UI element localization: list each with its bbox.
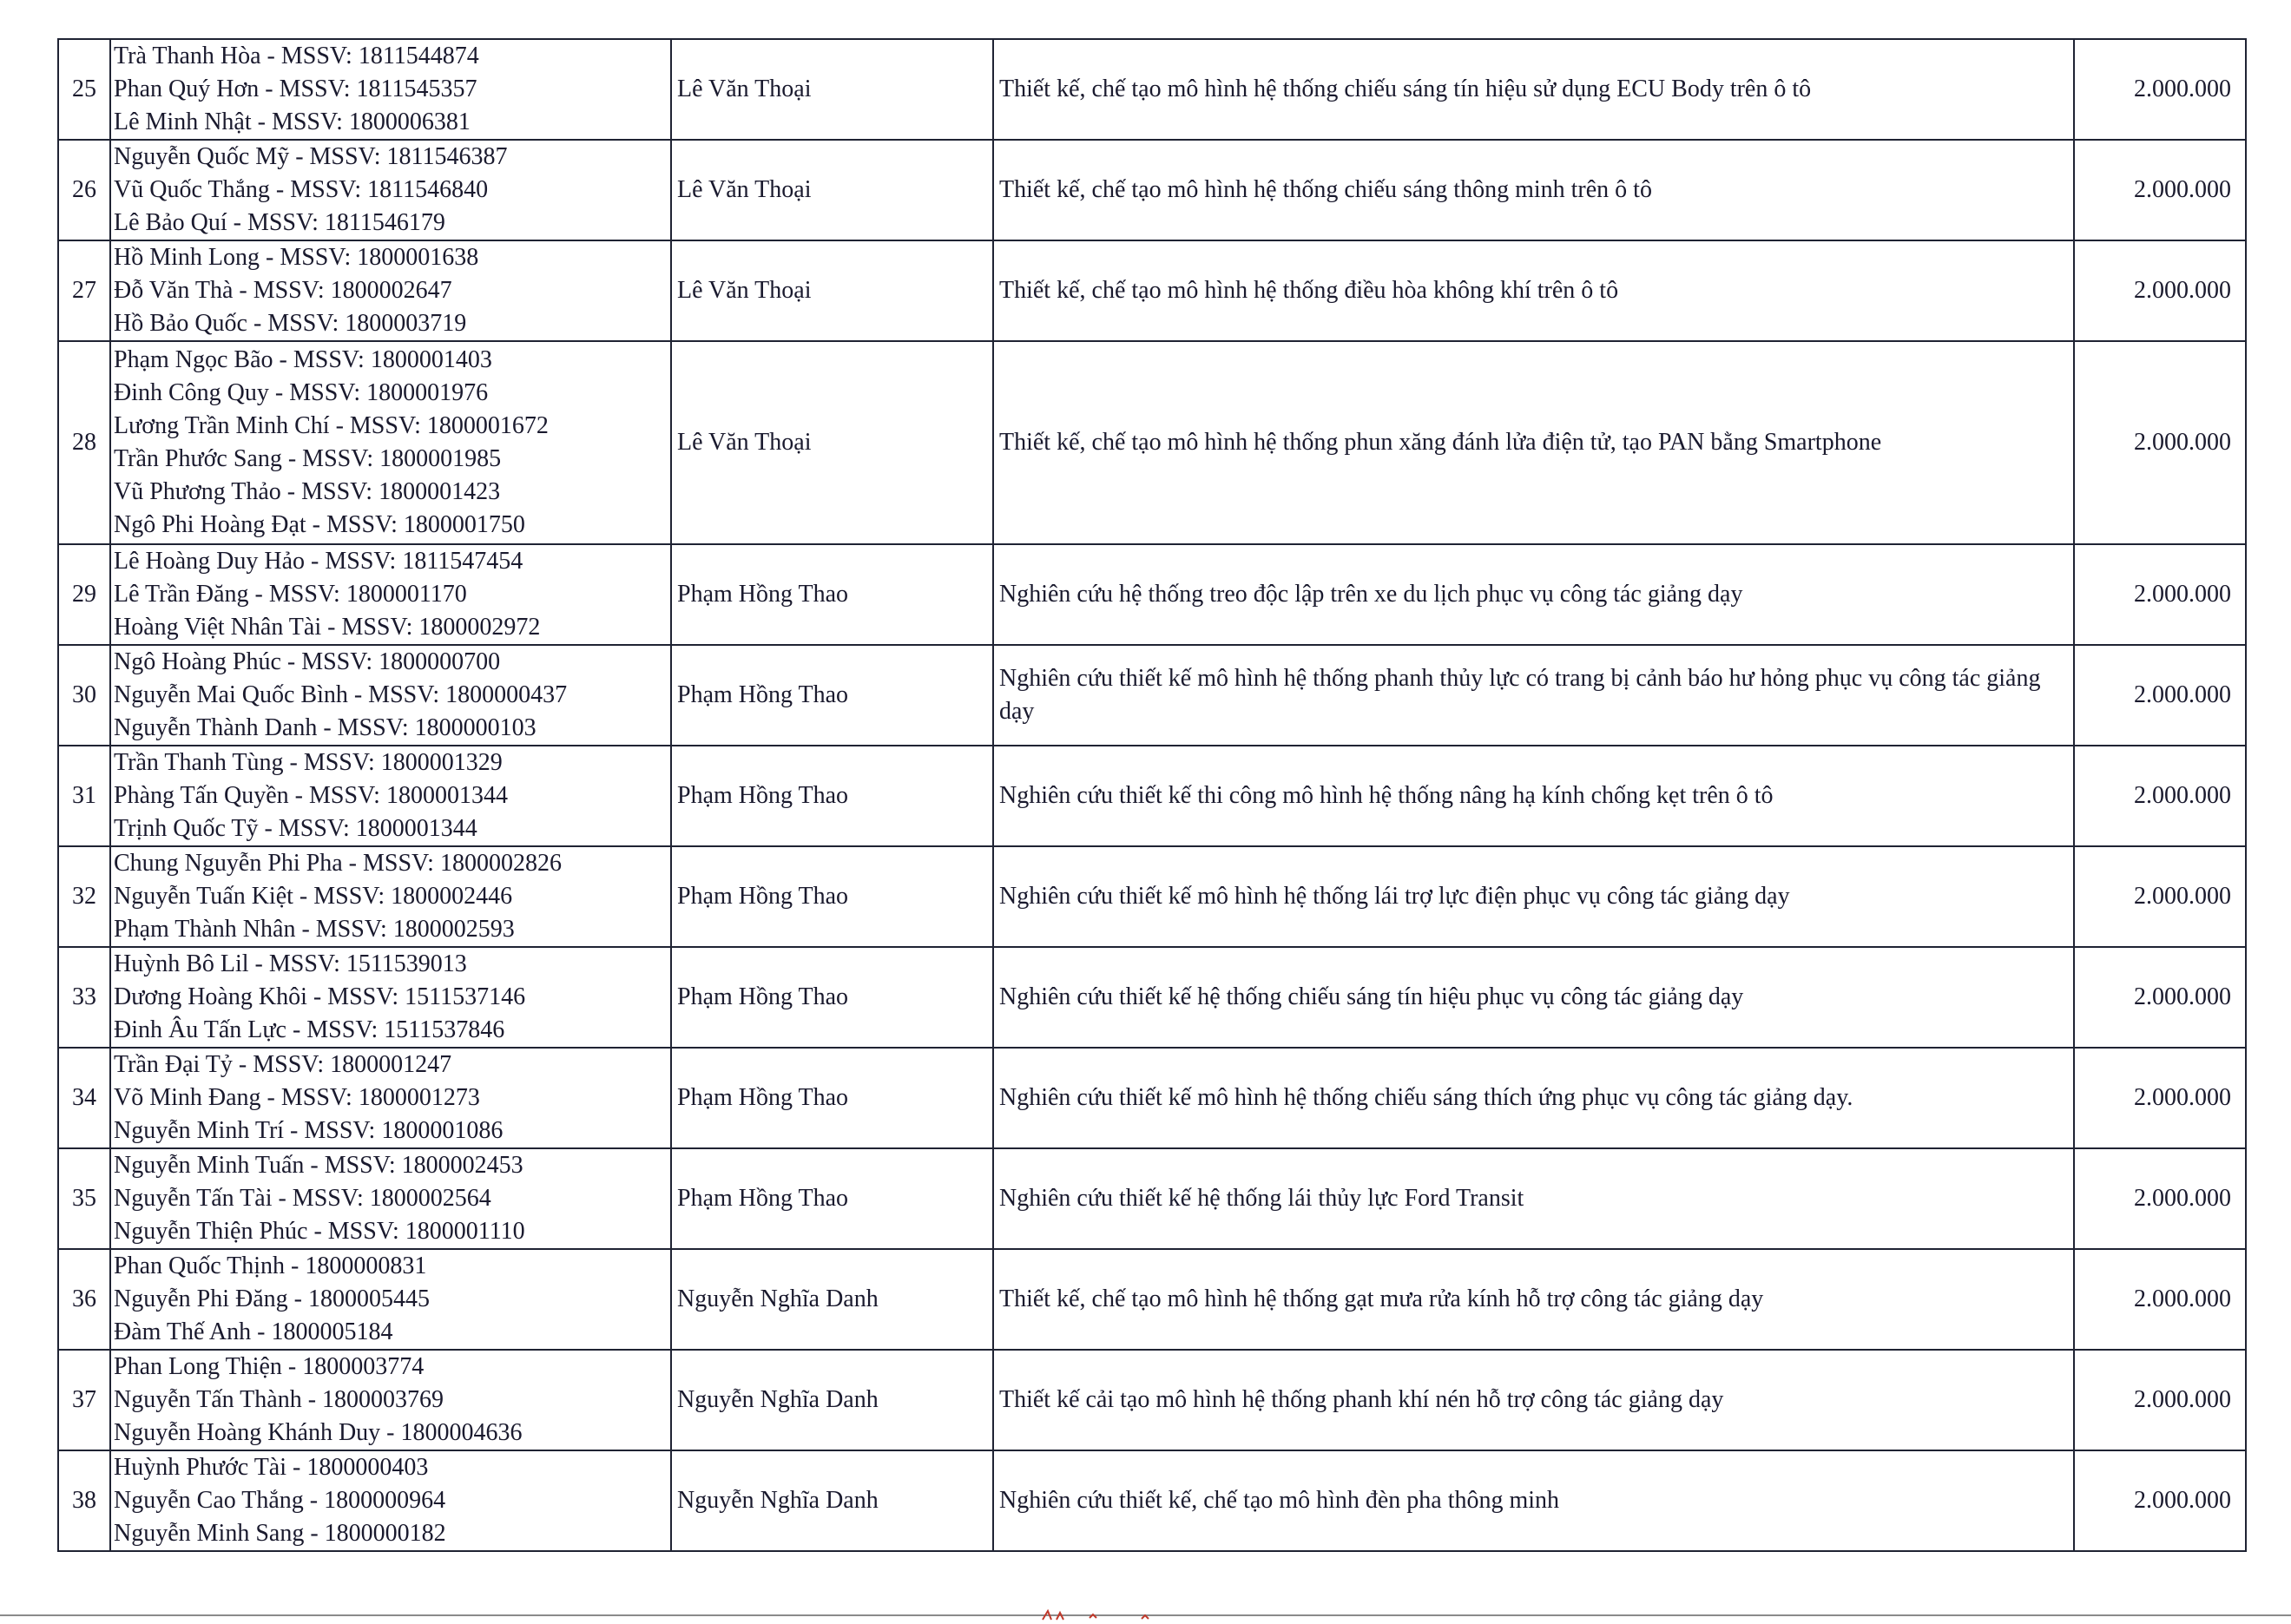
advisor-name: Phạm Hồng Thao [671, 947, 993, 1048]
advisor-name: Nguyễn Nghĩa Danh [671, 1350, 993, 1450]
student-entry: Đỗ Văn Thà - MSSV: 1800002647 [114, 277, 452, 304]
student-entry: Trần Đại Tỷ - MSSV: 1800001247 [114, 1051, 452, 1078]
row-number: 33 [58, 947, 110, 1048]
row-number: 37 [58, 1350, 110, 1450]
student-entry: Huỳnh Bô Lil - MSSV: 1511539013 [114, 950, 467, 977]
student-entry: Trần Phước Sang - MSSV: 1800001985 [114, 445, 502, 472]
table-row [58, 1249, 2246, 1350]
advisor-name: Nguyễn Nghĩa Danh [671, 1450, 993, 1551]
table-row [58, 140, 2246, 240]
funding-amount: 2.000.000 [2074, 645, 2246, 746]
project-topic: Thiết kế cải tạo mô hình hệ thống phanh khí nén hỗ trợ công tác giảng dạy [993, 1350, 2074, 1450]
funding-amount: 2.000.000 [2074, 1048, 2246, 1148]
student-entry: Hồ Minh Long - MSSV: 1800001638 [114, 244, 479, 271]
student-entry: Phan Quý Hơn - MSSV: 1811545357 [114, 76, 477, 102]
row-number: 38 [58, 1450, 110, 1551]
student-list [110, 645, 671, 746]
project-topic: Nghiên cứu thiết kế hệ thống chiếu sáng tín hiệu phục vụ công tác giảng dạy [993, 947, 2074, 1048]
project-topic: Nghiên cứu thiết kế thi công mô hình hệ thống nâng hạ kính chống kẹt trên ô tô [993, 746, 2074, 846]
red-stamp-fragment [1037, 1608, 1176, 1621]
student-list [110, 1249, 671, 1350]
student-entry: Chung Nguyễn Phi Pha - MSSV: 1800002826 [114, 850, 562, 877]
funding-amount: 2.000.000 [2074, 1450, 2246, 1551]
funding-amount: 2.000.000 [2074, 39, 2246, 140]
student-list [110, 746, 671, 846]
student-entry: Trà Thanh Hòa - MSSV: 1811544874 [114, 43, 479, 69]
row-number: 29 [58, 544, 110, 645]
student-entry: Trần Thanh Tùng - MSSV: 1800001329 [114, 749, 503, 776]
student-entry: Lê Bảo Quí - MSSV: 1811546179 [114, 209, 445, 236]
advisor-name: Lê Văn Thoại [671, 140, 993, 240]
student-entry: Nguyễn Tấn Tài - MSSV: 1800002564 [114, 1185, 491, 1212]
student-list [110, 1350, 671, 1450]
table-row [58, 544, 2246, 645]
student-entry: Nguyễn Minh Tuấn - MSSV: 1800002453 [114, 1152, 523, 1179]
student-entry: Nguyễn Mai Quốc Bình - MSSV: 1800000437 [114, 681, 568, 708]
student-entry: Hoàng Việt Nhân Tài - MSSV: 1800002972 [114, 614, 541, 641]
project-funding-table [57, 38, 2247, 1552]
student-entry: Đinh Âu Tấn Lực - MSSV: 1511537846 [114, 1016, 505, 1043]
funding-amount: 2.000.000 [2074, 1249, 2246, 1350]
student-list [110, 1450, 671, 1551]
project-topic: Thiết kế, chế tạo mô hình hệ thống chiếu sáng tín hiệu sử dụng ECU Body trên ô tô [993, 39, 2074, 140]
funding-amount: 2.000.000 [2074, 140, 2246, 240]
student-entry: Vũ Quốc Thắng - MSSV: 1811546840 [114, 176, 489, 203]
table-row [58, 1148, 2246, 1249]
student-entry: Nguyễn Quốc Mỹ - MSSV: 1811546387 [114, 143, 508, 170]
funding-amount: 2.000.000 [2074, 240, 2246, 341]
project-topic: Nghiên cứu thiết kế hệ thống lái thủy lực Ford Transit [993, 1148, 2074, 1249]
student-list [110, 1148, 671, 1249]
student-list [110, 1048, 671, 1148]
advisor-name: Phạm Hồng Thao [671, 544, 993, 645]
student-list [110, 544, 671, 645]
student-entry: Nguyễn Thiện Phúc - MSSV: 1800001110 [114, 1218, 525, 1245]
student-entry: Nguyễn Phi Đăng - 1800005445 [114, 1285, 430, 1312]
row-number: 31 [58, 746, 110, 846]
advisor-name: Phạm Hồng Thao [671, 746, 993, 846]
advisor-name: Lê Văn Thoại [671, 240, 993, 341]
student-entry: Nguyễn Tấn Thành - 1800003769 [114, 1386, 444, 1413]
table-row [58, 1450, 2246, 1551]
student-entry: Vũ Phương Thảo - MSSV: 1800001423 [114, 478, 501, 505]
table-row [58, 240, 2246, 341]
project-topic: Thiết kế, chế tạo mô hình hệ thống chiếu sáng thông minh trên ô tô [993, 140, 2074, 240]
student-entry: Đàm Thế Anh - 1800005184 [114, 1318, 393, 1345]
student-list [110, 846, 671, 947]
advisor-name: Phạm Hồng Thao [671, 846, 993, 947]
funding-amount: 2.000.000 [2074, 846, 2246, 947]
funding-amount: 2.000.000 [2074, 1350, 2246, 1450]
project-topic: Thiết kế, chế tạo mô hình hệ thống phun xăng đánh lửa điện tử, tạo PAN bằng Smartphone [993, 341, 2074, 544]
student-entry: Nguyễn Minh Sang - 1800000182 [114, 1520, 446, 1547]
student-entry: Nguyễn Cao Thắng - 1800000964 [114, 1487, 446, 1514]
student-entry: Nguyễn Minh Trí - MSSV: 1800001086 [114, 1117, 504, 1144]
advisor-name: Phạm Hồng Thao [671, 1148, 993, 1249]
project-topic: Thiết kế, chế tạo mô hình hệ thống gạt mưa rửa kính hỗ trợ công tác giảng dạy [993, 1249, 2074, 1350]
advisor-name: Lê Văn Thoại [671, 39, 993, 140]
project-topic: Nghiên cứu thiết kế mô hình hệ thống chiếu sáng thích ứng phục vụ công tác giảng dạy. [993, 1048, 2074, 1148]
student-entry: Nguyễn Hoàng Khánh Duy - 1800004636 [114, 1419, 523, 1446]
row-number: 28 [58, 341, 110, 544]
table-row [58, 846, 2246, 947]
table-row [58, 947, 2246, 1048]
student-entry: Lương Trần Minh Chí - MSSV: 1800001672 [114, 412, 549, 439]
project-topic: Nghiên cứu hệ thống treo độc lập trên xe du lịch phục vụ công tác giảng dạy [993, 544, 2074, 645]
student-entry: Lê Hoàng Duy Hảo - MSSV: 1811547454 [114, 548, 523, 575]
student-entry: Ngô Phi Hoàng Đạt - MSSV: 1800001750 [114, 511, 525, 538]
student-entry: Lê Trần Đăng - MSSV: 1800001170 [114, 581, 467, 608]
table-row [58, 39, 2246, 140]
funding-amount: 2.000.000 [2074, 544, 2246, 645]
student-entry: Phạm Thành Nhân - MSSV: 1800002593 [114, 916, 515, 943]
table-row [58, 1048, 2246, 1148]
student-list [110, 39, 671, 140]
student-entry: Hồ Bảo Quốc - MSSV: 1800003719 [114, 310, 467, 337]
project-topic: Nghiên cứu thiết kế mô hình hệ thống phanh thủy lực có trang bị cảnh báo hư hỏng phục vụ công tác giảng dạy [993, 645, 2074, 746]
student-entry: Phan Long Thiện - 1800003774 [114, 1353, 425, 1380]
student-list [110, 140, 671, 240]
row-number: 32 [58, 846, 110, 947]
table-row [58, 746, 2246, 846]
row-number: 36 [58, 1249, 110, 1350]
student-list [110, 341, 671, 544]
funding-amount: 2.000.000 [2074, 746, 2246, 846]
row-number: 34 [58, 1048, 110, 1148]
project-topic: Nghiên cứu thiết kế, chế tạo mô hình đèn pha thông minh [993, 1450, 2074, 1551]
student-entry: Ngô Hoàng Phúc - MSSV: 1800000700 [114, 648, 501, 675]
student-list [110, 240, 671, 341]
table-body [58, 39, 2246, 1551]
row-number: 30 [58, 645, 110, 746]
student-entry: Nguyễn Tuấn Kiệt - MSSV: 1800002446 [114, 883, 513, 910]
funding-amount: 2.000.000 [2074, 1148, 2246, 1249]
student-entry: Võ Minh Đang - MSSV: 1800001273 [114, 1084, 480, 1111]
student-entry: Phạm Ngọc Bão - MSSV: 1800001403 [114, 346, 492, 373]
student-list [110, 947, 671, 1048]
student-entry: Lê Minh Nhật - MSSV: 1800006381 [114, 108, 471, 135]
project-topic: Nghiên cứu thiết kế mô hình hệ thống lái trợ lực điện phục vụ công tác giảng dạy [993, 846, 2074, 947]
funding-amount: 2.000.000 [2074, 947, 2246, 1048]
student-entry: Phan Quốc Thịnh - 1800000831 [114, 1253, 427, 1279]
advisor-name: Phạm Hồng Thao [671, 645, 993, 746]
student-entry: Phàng Tấn Quyền - MSSV: 1800001344 [114, 782, 508, 809]
student-entry: Nguyễn Thành Danh - MSSV: 1800000103 [114, 714, 537, 741]
row-number: 27 [58, 240, 110, 341]
student-entry: Đinh Công Quy - MSSV: 1800001976 [114, 379, 489, 406]
project-topic: Thiết kế, chế tạo mô hình hệ thống điều hòa không khí trên ô tô [993, 240, 2074, 341]
student-entry: Dương Hoàng Khôi - MSSV: 1511537146 [114, 983, 526, 1010]
advisor-name: Lê Văn Thoại [671, 341, 993, 544]
row-number: 26 [58, 140, 110, 240]
table-row [58, 645, 2246, 746]
row-number: 35 [58, 1148, 110, 1249]
student-entry: Huỳnh Phước Tài - 1800000403 [114, 1454, 429, 1481]
row-number: 25 [58, 39, 110, 140]
advisor-name: Phạm Hồng Thao [671, 1048, 993, 1148]
student-entry: Trịnh Quốc Tỹ - MSSV: 1800001344 [114, 815, 477, 842]
table-row [58, 1350, 2246, 1450]
table-row [58, 341, 2246, 544]
advisor-name: Nguyễn Nghĩa Danh [671, 1249, 993, 1350]
funding-amount: 2.000.000 [2074, 341, 2246, 544]
